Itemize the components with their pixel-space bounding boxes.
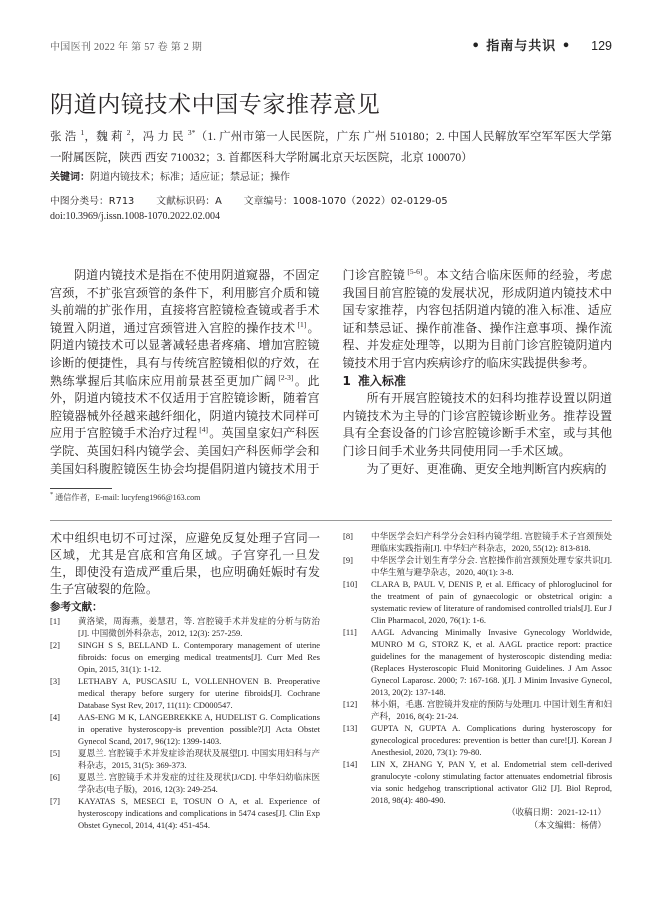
keywords-line	[50, 168, 612, 183]
reference-item	[343, 722, 612, 758]
author-affiliations: （1. 广州市第一人民医院，广东 广州 510180；2. 中国人民解放军空军军医大学第一附属医院，陕西 西安 710032；3. 首都医科大学附属北京天坛医院，北京 100070）	[50, 131, 613, 164]
author-name: 冯力民	[142, 131, 187, 143]
section-heading	[343, 373, 613, 391]
section-label: • 指南与共识 •	[471, 39, 572, 54]
citation-mark: [5-6]	[407, 267, 423, 276]
citation-mark: [2-3]	[278, 372, 294, 382]
reference-text: 夏恩兰. 宫腔镜手术并发症的过往及现状[J/CD]. 中华妇幼临床医学杂志(电子版)，2016, 12(3): 249-254.	[78, 772, 320, 794]
reference-text: 黄洛梁，周海燕，姜慧君，等. 宫腔镜手术并发症的分析与防治[J]. 中国微创外科杂志，2012, 12(3): 257-259.	[78, 616, 320, 638]
reference-number: [2]	[50, 640, 60, 650]
reference-item	[50, 795, 320, 831]
body-text: 。英国皇家妇产科医学院、英国妇科内镜学会、美国妇产科医师学会和美国妇科腹腔镜医生协会均提倡阴道内镜技术用于门诊宫腔镜	[50, 268, 406, 476]
closing-right-column	[343, 530, 612, 832]
author-separator: ，	[130, 131, 143, 143]
reference-number: [12]	[343, 699, 358, 709]
body-text: 。本文结合临床医师的经验，考虑我国目前宫腔镜的发展状况，形成阴道内镜技术中国专家推荐，内容包括阴道内镜的准入标准、适应证和禁忌证、操作前准备、操作注意事项、操作流程、并发症处理等，以期为目前门诊宫腔镜阴道内镜技术用于宫内疾病诊疗的临床实践提供参考。	[342, 268, 612, 370]
reference-item	[343, 758, 612, 806]
reference-number: [9]	[343, 555, 353, 565]
body-text: 阴道内镜技术是指在不使用阴道窥器，不固定宫颈，不扩张宫颈管的条件下，利用膨宫介质和镜头前端的扩张作用，直接将宫腔镜检查镜或者手术镜置入阴道，通过宫颈管进入宫腔的操作技术	[50, 268, 320, 335]
citation-mark: [1]	[297, 319, 307, 329]
reference-text: LIN X, ZHANG Y, PAN Y, et al. Endometrial stem cell-derived granulocyte -colony stimulating factor attenuates endometrial fibrosis via sonic hedgehog transcriptional activator Gli2 [J]. Biol Reprod, 2018, 98(4): 480-490.	[371, 759, 612, 805]
references-heading: 参考文献：	[50, 601, 103, 613]
body-paragraph: 为了更好、更准确、更安全地判断宫内疾病的	[366, 461, 607, 476]
reference-number: [11]	[343, 627, 357, 637]
section-header	[471, 35, 612, 54]
author-affiliation-mark: 1	[80, 128, 85, 138]
body-paragraph: 所有开展宫腔镜技术的妇科均推荐设置以阴道内镜技术为主导的门诊宫腔镜诊断业务。推荐设置具有全套设备的门诊宫腔镜诊断手术室，或与其他门诊日间手术业务共同使用同一手术区域。	[342, 391, 612, 458]
corresponding-author-footnote	[50, 492, 200, 503]
received-date: （收稿日期：2021-12-11）	[507, 807, 606, 817]
reference-number: [5]	[50, 748, 60, 758]
page-number: 129	[591, 39, 612, 53]
section-number: 1	[342, 373, 351, 388]
editor-credit: （本文编辑：杨倩）	[529, 820, 606, 830]
document-code: 文献标识码：A	[156, 196, 222, 207]
reference-item	[50, 639, 320, 675]
reference-item	[343, 578, 612, 626]
reference-text: AAGL Advancing Minimally Invasive Gynecology Worldwide, MUNRO M G, STORZ K, et al. AAGL practice report: practice guidelines for the management of hysteroscopic distending media: (Replaces Hysteroscopic Fluid Monitoring Guidelines. J Am Assoc Gynecol Laparosc. 2000; 7: 167-168. )[J]. J Minim Invasive Gynecol, 2013, 20(2): 137-148.	[371, 627, 612, 697]
author-line	[50, 127, 612, 169]
author-name: 张浩	[50, 131, 80, 143]
closing-paragraph: 术中组织电切不可过深，应避免反复处理子宫同一区域，尤其是宫底和宫角区域。子宫穿孔一旦发生，即使没有造成严重后果，也应明确妊娠时有发生子宫破裂的危险。	[50, 531, 320, 596]
doi: doi:10.3969/j.issn.1008-1070.2022.02.004	[50, 211, 221, 222]
article-number: 文章编号：1008-1070（2022）02-0129-05	[243, 196, 448, 207]
reference-item	[343, 698, 612, 722]
body-text: 。阴道内镜技术可以显著减轻患者疼痛、增加宫腔镜诊断的便捷性，具有与传统宫腔镜相似的疗效，在熟练掌握后其临床应用前景甚至更加广阔	[50, 320, 320, 388]
section-title: 准入标准	[357, 373, 406, 388]
reference-number: [6]	[50, 772, 60, 782]
reference-item	[50, 675, 320, 711]
reference-item	[50, 771, 320, 795]
section-divider	[50, 520, 612, 521]
article-body	[50, 267, 612, 478]
article-title: 阴道内镜技术中国专家推荐意见	[50, 92, 381, 118]
reference-item	[343, 626, 612, 698]
footnote-marker: *	[50, 491, 54, 499]
reference-text: 林小娟，毛惠. 宫腔镜并发症的预防与处理[J]. 中国计划生育和妇产科，2016, 8(4): 21-24.	[371, 699, 612, 721]
footnote-text: 通信作者，E-mail: lucyfeng1966@163.com	[55, 493, 201, 502]
author-name: 魏莉	[96, 131, 126, 143]
author-affiliation-mark: 2	[126, 128, 131, 138]
reference-number: [13]	[343, 723, 358, 733]
reference-item	[50, 615, 320, 639]
author-separator: ，	[84, 131, 97, 143]
reference-number: [4]	[50, 712, 60, 722]
reference-number: [10]	[343, 579, 358, 589]
reference-item	[343, 530, 612, 554]
reference-text: 夏恩兰. 宫腔镜手术并发症诊治现状及展望[J]. 中国实用妇科与产科杂志，2015, 31(5): 369-373.	[78, 748, 320, 770]
reference-text: AAS-ENG M K, LANGEBREKKE A, HUDELIST G. Complications in operative hysteroscopy-is prevention possible?[J] Acta Obstet Gynecol Scand, 2017, 96(12): 1399-1403.	[78, 712, 320, 746]
reference-text: LETHABY A, PUSCASIU L, VOLLENHOVEN B. Preoperative medical therapy before surgery for uterine fibroids[J]. Cochrane Database Syst Rev, 2017, 11(11): CD000547.	[78, 676, 320, 710]
reference-text: 中华医学会妇产科学分会妇科内镜学组. 宫腔镜手术子宫颈预处理临床实践指南[J]. 中华妇产科杂志，2020, 55(12): 813-818.	[371, 531, 612, 553]
reference-text: CLARA B, PAUL V, DENIS P, et al. Efficacy of phloroglucinol for the treatment of pain of gynaecologic or obstetrical origin: a systematic review of literature of randomised controlled trials[J]. Eur J Clin Pharmacol, 2020, 76(1): 1-6.	[371, 579, 612, 625]
reference-number: [8]	[343, 531, 353, 541]
reference-list	[50, 615, 320, 831]
reference-number: [1]	[50, 616, 60, 626]
reference-text: SINGH S S, BELLAND L. Contemporary management of uterine fibroids: focus on emerging medical treatments[J]. Curr Med Res Opin, 2015, 31(1): 1-12.	[78, 640, 320, 674]
reference-number: [14]	[343, 759, 358, 769]
clc-number: 中图分类号：R713	[50, 196, 135, 207]
keywords-list: 阴道内镜技术；标准；适应证；禁忌证；操作	[90, 172, 290, 183]
author-affiliation-mark: 3*	[187, 128, 196, 138]
reference-number: [7]	[50, 796, 60, 806]
reference-number: [3]	[50, 676, 60, 686]
keywords-label: 关键词：	[50, 172, 90, 183]
reference-text: 中华医学会计划生育学分会. 宫腔操作前宫颈预处理专家共识[J]. 中华生殖与避孕杂志，2020, 40(1): 3-8.	[371, 555, 612, 577]
reference-text: GUPTA N, GUPTA A. Complications during hysteroscopy for gynecological procedures: prevention is better than cure![J]. Korean J Anesthesiol, 2020, 73(1): 79-80.	[371, 723, 612, 757]
footnote-rule	[50, 488, 112, 489]
closing-left-column	[50, 530, 320, 831]
reference-list	[343, 530, 612, 806]
reference-item	[343, 554, 612, 578]
body-text: 。此外，阴道内镜技术不仅适用于宫腔镜诊断，随着宫腔镜器械外径越来越纤细化，阴道内镜技术同样可应用于宫腔镜手术治疗过程	[50, 373, 320, 441]
reference-text: KAYATAS S, MESECI E, TOSUN O A, et al. Experience of hysteroscopy indications and complications in 5474 cases[J]. Clin Exp Obstet Gynecol, 2014, 41(4): 451-454.	[78, 796, 320, 830]
citation-mark: [4]	[199, 425, 209, 435]
reference-item	[50, 711, 320, 747]
journal-issue-header: 中国医刊 2022 年 第 57 卷 第 2 期	[50, 42, 203, 53]
classification-line	[50, 193, 448, 207]
reference-item	[50, 747, 320, 771]
